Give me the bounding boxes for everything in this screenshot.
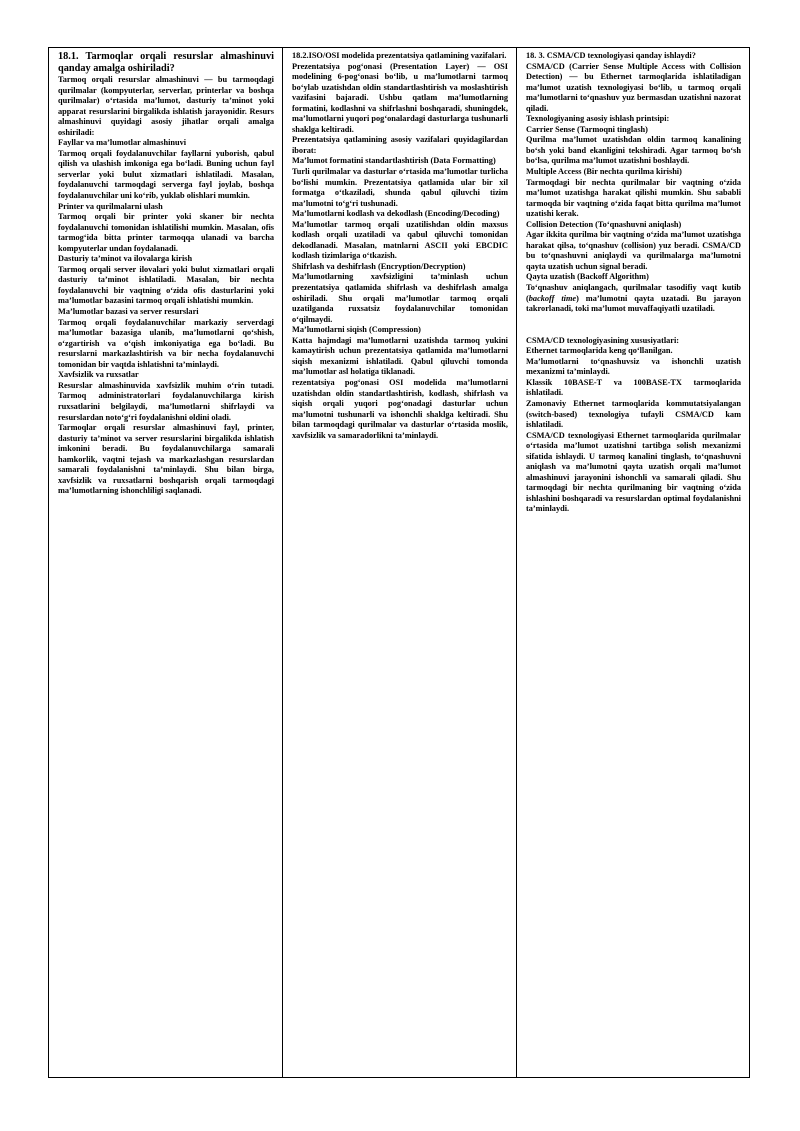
section-title: 18.2.ISO/OSI modelida prezentatsiya qatlamining vazifalari. [292,51,507,60]
paragraph: Texnologiyaning asosiy ishlash printsipi: [526,114,670,124]
paragraph: Ma’lumot formatini standartlashtirish (Data Formatting) [292,156,496,166]
paragraph: Qurilma ma’lumot uzatishdan oldin tarmoq kanalining bo‘sh yoki band ekanligini tekshiradi. Agar tarmoq bo‘sh bo‘lsa, qurilma ma’lumot uzatishni boshlaydi. [526,135,741,166]
paragraph: Ma’lumotlarni siqish (Compression) [292,325,421,335]
text-run: To‘qnashuv aniqlangach, qurilmalar tasodifiy vaqt kutib ( [526,283,741,303]
paragraph: Turli qurilmalar va dasturlar o‘rtasida ma’lumotlar turlicha bo‘lishi mumkin. Prezentatsiya qatlamida ular bir xil formatga o‘tkaziladi, shunda qabul qiluvchi tizim ma’lumotni to‘g‘ri tushunadi. [292,167,508,208]
paragraph: Ma’lumotlar bazasi va server resurslari [58,307,199,317]
paragraph: Zamonaviy Ethernet tarmoqlarida kommutatsiyalangan (switch-based) texnologiya tufayli CSMA/CD kam ishlatiladi. [526,398,741,430]
section-title: 18.1. Tarmoqlar orqali resurslar almashinuvi qanday amalga oshiriladi? [58,51,274,74]
paragraph: Katta hajmdagi ma’lumotlarni uzatishda tarmoq yukini kamaytirish uchun prezentatsiya qatlamida ma’lumotlarni siqish mexanizmi ishlatiladi. Qabul qiluvchi tomonda ma’lumotlar asl holatiga tiklanadi. [292,335,508,377]
paragraph: Ma’lumotlarni to‘qnashuvsiz va ishonchli uzatish mexanizmi ta’minlaydi. [526,356,741,377]
column-csma-cd [517,48,749,1077]
paragraph: Collision Detection (To‘qnashuvni aniqlash) [526,219,682,229]
paragraph: Ethernet tarmoqlarida keng qo‘llanilgan. [526,346,673,356]
italic-term: backoff time [528,293,577,303]
paragraph: Multiple Access (Bir nechta qurilma kirishi) [526,167,682,177]
paragraph: Printer va qurilmalarni ulash [58,201,163,211]
paragraph: Tarmoqdagi bir nechta qurilmalar bir vaqtning o‘zida ma’lumot uzatishga harakat qilishi mumkin. Shu sababli tarmoqda bir vaqtning o‘zida faqat bitta qurilma ma’lumot uzatishi kerak. [526,177,741,219]
paragraph: Qayta uzatish (Backoff Algorithm) [526,272,649,282]
document-page [48,47,750,1078]
paragraph: Tarmoqlar orqali resurslar almashinuvi fayl, printer, dasturiy ta’minot va server resurslarini birgalikda ishlatish imkonini beradi. Bu foydalanuvchilarga samarali hamkorlik, vaqtni tejash va markazlashgan resurslardan samarali foydalanishni ta’minlaydi. Shu bilan birga, xavfsizlik va ruxsatlarni boshqarish orqali tarmoqdagi ma’lumotlarning ishonchliligi saqlanadi. [58,423,274,496]
paragraph: Dasturiy ta’minot va ilovalarga kirish [58,254,193,264]
paragraph: Ma’lumotlarni kodlash va dekodlash (Encoding/Decoding) [292,209,500,219]
paragraph: Resurslar almashinuvida xavfsizlik muhim o‘rin tutadi. Tarmoq administratorlari foydalanuvchilarga kirish ruxsatlarini belgilaydi, ma’lumotlarni shifrlaydi va resurslardan noto‘g‘ri foydalanishni oldini oladi. [58,380,274,422]
paragraph: Fayllar va ma’lumotlar almashinuvi [58,138,187,148]
paragraph: Tarmoq orqali bir printer yoki skaner bir nechta foydalanuvchi tomonidan ishlatilishi mumkin. Masalan, ofis tarmog‘ida bitta printer tarmoqqa ulanadi va barcha kompyuterlar undan foydalanadi. [58,212,274,253]
paragraph: Tarmoq orqali foydalanuvchilar fayllarni yuborish, qabul qilish va ulashish imkoniga ega bo‘ladi. Buning uchun fayl serverlar yoki bulut xizmatlari ishlatiladi. Masalan, foydalanuvchi tarmoqdagi serverga fayl joylab, boshqa foydalanuvchilar uni ko‘rib, yuklab olishlari mumkin. [58,148,274,201]
paragraph: Carrier Sense (Tarmoqni tinglash) [526,124,648,134]
paragraph: Prezentatsiya pog‘onasi (Presentation Layer) — OSI modelining 6-pog‘onasi bo‘lib, u ma’lumotlarni tarmoq bo‘ylab uzatishdan oldin standartlashtirish va moslashtirish vazifasini bajaradi. Ushbu qatlam ma’lumotlarning formatini, kodlashni va shifrlashni boshqaradi, shuningdek, ma’lumotlarni yuqori pog‘onalardagi dasturlarga tushunarli shaklga keltiradi. [292,61,508,134]
paragraph: Shifrlash va deshifrlash (Encryption/Decryption) [292,261,466,271]
paragraph: rezentatsiya pog‘onasi OSI modelida ma’lumotlarni uzatishdan oldin standartlashtirish, kodlash, shifrlash va siqish orqali yuqori pog‘onadagi dasturlar uchun ma’lumotni tushunarli va ishonchli shaklga keltiradi. Shu bilan tarmoqdagi qurilmalar va dasturlar o‘rtasida moslik, xavfsizlik va samaradorlikni ta’minlaydi. [292,377,508,440]
spacer [526,315,741,336]
paragraph: Ma’lumotlarning xavfsizligini ta’minlash uchun prezentatsiya qatlamida shifrlash va deshifrlash amalga oshiriladi. Shu orqali ma’lumotlar tarmoq orqali uzatilganda ruxsatsiz foydalanuvchilar tomonidan o‘qilmaydi. [292,272,508,324]
column-presentation-layer [283,48,517,1077]
paragraph: CSMA/CD texnologiyasining xususiyatlari: [526,335,680,345]
paragraph: Prezentatsiya qatlamining asosiy vazifalari quyidagilardan iborat: [292,135,508,155]
paragraph: Tarmoq orqali foydalanuvchilar markaziy serverdagi ma’lumotlar bazasiga ulanib, ma’lumotlarni qo‘shish, o‘zgartirish va o‘qish imkoniyatiga ega bo‘ladi. Bu resurslarni markazlashtirish va bir necha foydalanuvchi tomonidan bir vaqtda ishlatishni ta’minlaydi. [58,317,274,369]
paragraph: Tarmoq orqali server ilovalari yoki bulut xizmatlari orqali dasturiy ta’minot ishlatiladi. Masalan, bir nechta foydalanuvchi bir vaqtning o‘zida ofis dasturlarini yoki ma’lumotlar bazasini tarmoq orqali ishlatishi mumkin. [58,264,274,306]
paragraph: Tarmoq orqali resurslar almashinuvi — bu tarmoqdagi qurilmalar (kompyuterlar, serverlar, printerlar va boshqa qurilmalar) o‘rtasida ma’lumot, dasturiy ta’minot yoki apparat resurslarini birgalikda ishlatish jarayonidir. Resurs almashinuvi quyidagi asosiy jihatlar orqali amalga oshiriladi: [58,75,274,137]
column-resource-sharing [49,48,283,1077]
paragraph: CSMA/CD (Carrier Sense Multiple Access with Collision Detection) — bu Ethernet tarmoqlarida ishlatiladigan ma’lumot uzatish texnologiyasi bo‘lib, u tarmoq orqali ma’lumotlarni to‘qnashuv yuz bermasdan uzatishni nazorat qiladi. [526,61,741,113]
paragraph: Klassik 10BASE-T va 100BASE-TX tarmoqlarida ishlatiladi. [526,377,741,398]
paragraph: Ma’lumotlar tarmoq orqali uzatilishdan oldin maxsus kodlash orqali uzatiladi va qabul qiluvchi tomonidan dekodlanadi. Masalan, matnlarni ASCII yoki EBCDIC kodlash tizimlariga o‘tkazish. [292,219,508,261]
paragraph: Agar ikkita qurilma bir vaqtning o‘zida ma’lumot uzatishga harakat qilsa, to‘qnashuv (collision) yuz beradi. CSMA/CD bu to‘qnashuvni aniqlaydi va qurilmalarga ma’lumotni qayta uzatish uchun signal beradi. [526,230,741,271]
paragraph: CSMA/CD texnologiyasi Ethernet tarmoqlarida qurilmalar o‘rtasida ma’lumot uzatishni tartibga solish mexanizmi sifatida ishlaydi. U tarmoq kanalini tinglash, to‘qnashuvni aniqlash va ma’lumotni qayta uzatish orqali ma’lumot almashinuvi jarayonini ishonchli va samarali qiladi. Shu tarmoqdagi bir nechta qurilmaning bir vaqtning o‘zida ishlashini boshqaradi va resurslardan optimal foydalanishni ta’minlaydi. [526,430,741,514]
paragraph: Xavfsizlik va ruxsatlar [58,370,139,380]
paragraph-backoff [526,283,741,315]
section-title: 18. 3. CSMA/CD texnologiyasi qanday ishlaydi? [526,51,696,60]
text-run: ) ma’lumotni qayta uzatadi. Bu jarayon takrorlanadi, toki ma’lumot muvaffaqiyatli uzatiladi. [526,293,741,314]
